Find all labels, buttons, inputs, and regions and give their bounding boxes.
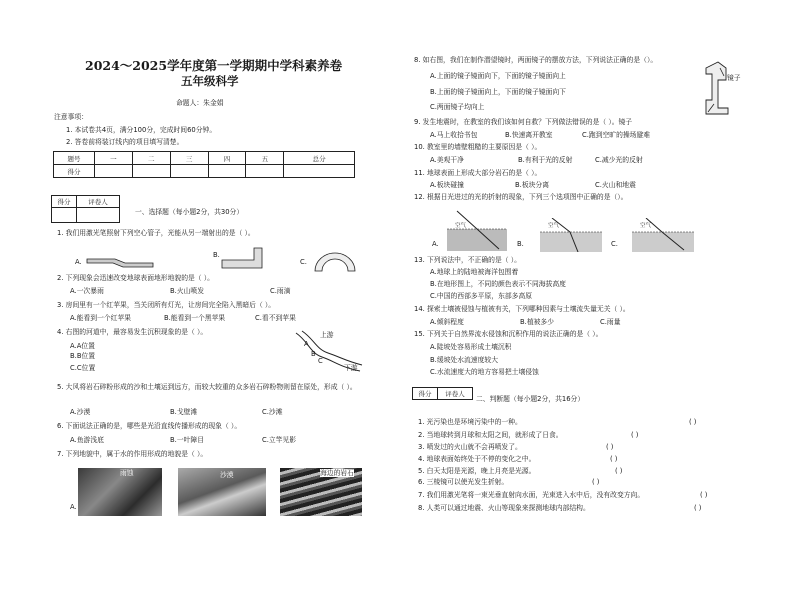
judge-blank-8[interactable]: ( ) — [694, 504, 702, 512]
question-10: 10. 教室里的墙壁粗糙的主要原因是（ ）。 — [414, 143, 542, 151]
q11-option-c[interactable]: C.火山和地震 — [595, 181, 636, 189]
judge-blank-4[interactable]: ( ) — [610, 455, 618, 463]
question-5: 5. 大风将岩石碎粉形成的沙和土壤运到远方，而较大较重的众多岩石碎粉物则留在原处，形成（ ）。 — [57, 383, 357, 391]
q9-option-c[interactable]: C.跑到空旷的操场避难 — [582, 131, 651, 139]
question-8: 8. 如右图，我们在制作潜望镜时，两面镜子的摆放方法，下列说法正确的是（）。 — [414, 56, 658, 64]
question-1: 1. 我们用激光笔照射下列空心管子，光能从另一端射出的是（ ）。 — [57, 229, 255, 237]
q7-option-a[interactable]: A. — [70, 503, 77, 511]
judge-question-1: 1. 光污染也是环境污染中的一种。 — [418, 418, 522, 426]
q2-option-a[interactable]: A.一次暴雨 — [70, 287, 104, 295]
q8-option-c[interactable]: C.两面镜子均向上 — [430, 103, 485, 111]
grader-box — [51, 195, 120, 223]
grader-box-2 — [412, 387, 473, 400]
q11-option-b[interactable]: B.板块分离 — [515, 181, 550, 189]
river-label-c: C — [318, 357, 323, 365]
refraction-label-air: 空气 — [455, 223, 467, 229]
question-14: 14. 探索土壤被侵蚀与植被有关，下列哪种因素与土壤流失量无关（ ）。 — [414, 305, 630, 313]
q5-option-c[interactable]: C.沙滩 — [262, 408, 283, 416]
score-input-cell[interactable] — [208, 165, 246, 178]
bent-tube-picture — [85, 254, 155, 268]
elbow-tube-picture — [218, 244, 268, 272]
q3-option-b[interactable]: B.能看到一个黑苹果 — [164, 314, 226, 322]
score-cell: 总分 — [284, 152, 355, 165]
q15-option-b[interactable]: B.缓坡处水流速度较大 — [430, 356, 498, 364]
question-15: 15. 下列关于自然界流水侵蚀和沉积作用的说法正确的是（ ）。 — [414, 330, 603, 338]
refraction-label-air-c: 空气 — [640, 223, 652, 229]
q10-option-b[interactable]: B.有利于光的反射 — [518, 156, 573, 164]
refraction-diagram-a — [447, 209, 507, 251]
question-12: 12. 根据日光进过的光的折射的现象，下列三个选项图中正确的是（）。 — [414, 193, 628, 201]
question-3: 3. 房间里有一个红苹果，当关闭所有灯光，让房间完全陷入黑暗后（ ）。 — [57, 301, 276, 309]
q13-option-a[interactable]: A.地球上的陆地被海洋包围着 — [430, 268, 519, 276]
question-6: 6. 下面说法正确的是，哪些是光沿直线传播形成的现象（ ）。 — [57, 422, 242, 430]
q3-option-c[interactable]: C.看不到苹果 — [255, 314, 296, 322]
question-2: 2. 下列现象会迅速改变地球表面地形地貌的是（ ）。 — [57, 274, 214, 282]
score-cell: 题号 — [54, 152, 95, 165]
q2-option-c[interactable]: C.雨滴 — [270, 287, 291, 295]
q10-option-c[interactable]: C.减少光的反射 — [595, 156, 643, 164]
q9-option-b[interactable]: B.快速离开教室 — [505, 131, 553, 139]
score-input-cell[interactable] — [170, 165, 208, 178]
question-7: 7. 下列地貌中，属于水的作用形成的地貌是（ ）。 — [57, 450, 208, 458]
score-table-header-row — [54, 152, 355, 165]
judge-question-2: 2. 当地球转到月球和太阳之间，就形成了日食。 — [418, 431, 563, 439]
q9-option-a[interactable]: A.马上收拾书包 — [430, 131, 478, 139]
grader-reviewer-cell[interactable] — [77, 208, 120, 223]
photo-label-2: 沙漠 — [220, 471, 234, 479]
score-input-cell[interactable] — [284, 165, 355, 178]
question-11: 11. 地球表面上形成大部分岩石的是（ ）。 — [414, 169, 542, 177]
q12-option-a[interactable]: A. — [432, 240, 439, 248]
q1-option-b[interactable]: B. — [213, 251, 220, 259]
river-label-up: 上游 — [320, 331, 334, 339]
q8-option-b[interactable]: B.上面的镜子镜面向上，下面的镜子镜面向下 — [430, 88, 566, 96]
judge-question-4: 4. 地球表面始终处于不停的变化之中。 — [418, 455, 536, 463]
mirror-label: 镜子 — [727, 74, 741, 82]
photo-label-1: 雨蚀 — [120, 469, 134, 477]
notes-heading: 注意事项： — [54, 113, 88, 121]
q2-option-b[interactable]: B.火山喷发 — [170, 287, 205, 295]
judge-question-8: 8. 人类可以通过地震、火山等现象来探测地球内部结构。 — [418, 504, 590, 512]
notes-item: 1. 本试卷共4页，满分100分，完成时间60分钟。 — [66, 126, 217, 134]
judge-blank-7[interactable]: ( ) — [700, 491, 708, 499]
question-9: 9. 发生地震时，在教室的我们该如何自救？下列做法错误的是（ ）。镜子 — [414, 118, 633, 126]
q10-option-a[interactable]: A.美观干净 — [430, 156, 464, 164]
exam-author: 命题人：朱金娟 — [176, 99, 224, 107]
judge-blank-2[interactable]: ( ) — [631, 431, 639, 439]
q14-option-a[interactable]: A.倾斜程度 — [430, 318, 464, 326]
judge-question-5: 5. 白天太阳是光源，晚上月亮是光源。 — [418, 467, 536, 475]
exam-title: 2024～2025学年度第一学期期中学科素养卷 — [85, 58, 343, 73]
score-cell: 得分 — [54, 165, 95, 178]
q4-option-c[interactable]: C.C位置 — [70, 364, 96, 372]
score-cell: 五 — [246, 152, 284, 165]
judge-blank-3[interactable]: ( ) — [606, 443, 614, 451]
section2-heading: 二、判断题（每小题2分，共16分） — [476, 395, 585, 403]
judge-question-3: 3. 喷发过的火山就不会再喷发了。 — [418, 443, 522, 451]
photo-label-3: 海边的岩石 — [320, 469, 354, 477]
grader-reviewer-label: 评卷人 — [77, 196, 120, 208]
q3-option-a[interactable]: A.能看到一个红苹果 — [70, 314, 132, 322]
q13-option-c[interactable]: C.中国的西部多平原，东部多高原 — [430, 292, 533, 300]
question-13: 13. 下列说法中，不正确的是（ ）。 — [414, 256, 521, 264]
score-cell: 四 — [208, 152, 246, 165]
q1-option-c[interactable]: C. — [300, 258, 307, 266]
q6-option-a[interactable]: A.鱼游浅底 — [70, 436, 104, 444]
q14-option-b[interactable]: B.植被多少 — [520, 318, 555, 326]
exam-subtitle: 五年级科学 — [181, 74, 239, 88]
score-input-cell[interactable] — [246, 165, 284, 178]
q14-option-c[interactable]: C.雨量 — [600, 318, 621, 326]
score-input-cell[interactable] — [132, 165, 170, 178]
periscope-picture — [700, 60, 734, 116]
score-cell: 三 — [170, 152, 208, 165]
river-label-b: B — [311, 350, 316, 358]
judge-blank-1[interactable]: ( ) — [689, 418, 697, 426]
q1-option-a[interactable]: A. — [75, 258, 82, 266]
q6-option-b[interactable]: B.一叶障目 — [170, 436, 205, 444]
refraction-label-air-b: 空气 — [548, 223, 560, 229]
judge-question-7: 7. 我们用激光笔将一束光垂直射向水面，光束进入水中后，没有改变方向。 — [418, 491, 645, 499]
q15-option-a[interactable]: A.陡坡处容易形成土壤沉积 — [430, 343, 512, 351]
score-cell: 一 — [95, 152, 133, 165]
q13-option-b[interactable]: B.在地形图上，不同的颜色表示不同海拔高度 — [430, 280, 566, 288]
q5-option-b[interactable]: B.戈壁滩 — [170, 408, 198, 416]
q6-option-c[interactable]: C.立竿见影 — [262, 436, 297, 444]
grader-reviewer-label: 评卷人 — [438, 388, 473, 400]
notes-item: 2. 答卷前将装订线内的项目填写清楚。 — [66, 138, 184, 146]
q5-option-a[interactable]: A.沙漠 — [70, 408, 91, 416]
q12-option-c[interactable]: C. — [611, 240, 618, 248]
judge-question-6: 6. 三棱镜可以使光发生折射。 — [418, 478, 509, 486]
judge-blank-6[interactable]: ( ) — [592, 478, 600, 486]
river-label-down: 下游 — [344, 364, 358, 372]
score-table — [53, 151, 355, 178]
judge-blank-5[interactable]: ( ) — [615, 467, 623, 475]
arch-tube-picture — [310, 247, 360, 273]
score-cell: 二 — [132, 152, 170, 165]
score-table-row — [54, 165, 355, 178]
q12-option-b[interactable]: B. — [517, 240, 524, 248]
section1-heading: 一、选择题（每小题2分，共30分） — [135, 208, 244, 216]
grader-score-label: 得分 — [413, 388, 438, 400]
grader-score-cell[interactable] — [52, 208, 77, 223]
q4-option-a[interactable]: A.A位置 — [70, 342, 95, 350]
q15-option-c[interactable]: C.水流速度大的地方容易把土壤侵蚀 — [430, 368, 539, 376]
river-label-a: A — [304, 340, 309, 348]
question-4: 4. 右图的河道中，最容易发生沉积现象的是（ ）。 — [57, 328, 208, 336]
grader-score-label: 得分 — [52, 196, 77, 208]
q4-option-b[interactable]: B.B位置 — [70, 352, 96, 360]
score-input-cell[interactable] — [95, 165, 133, 178]
q11-option-a[interactable]: A.板块碰撞 — [430, 181, 464, 189]
q8-option-a[interactable]: A.上面的镜子镜面向下，下面的镜子镜面向上 — [430, 72, 566, 80]
